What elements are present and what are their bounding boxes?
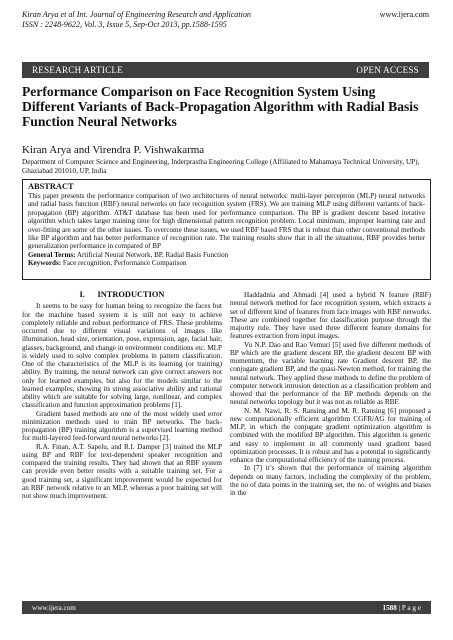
journal-site[interactable]: www.ijera.com	[379, 10, 429, 19]
page-number-value: 1588	[382, 603, 397, 612]
paragraph: N. M. Nawi, R. S. Ransing and M. R. Ransing [6] proposed a new computationally efficient algorithm CGFR/AG for training of MLP, in which the conjugate gradient optimization algorithm is combined with the modified BP algorithm. This algorithm is generic and easy to implement in all commonly used gradient based optimization processes. It is robust and has a potential to significantly enhance the computational efficiency of the training process.	[230, 406, 431, 464]
paragraph: In [7] it’s shown that the performance of training algorithm depends on many factors, including the complexity of the problem, the no of data points in the training set, the no. of weights and biases in the	[230, 464, 431, 497]
general-terms	[28, 251, 425, 259]
page-footer	[22, 601, 431, 614]
page-number-suffix: | P a g e	[396, 603, 421, 612]
paragraph: Vu N.P. Dao and Rao Vemuri [5] used five different methods of BP which are the gradient descent BP, the gradient descent BP with momentum, the variable learning rate Gradient descent BP, the conjugate gradient BP, and the quasi-Newton method, for training the neural network. They applied these methods to define the problem of computer network intrusion detection as a classification problem and showed that the performance of the BP methods depends on the neural networks topology but it was not as reliable as RBF.	[230, 340, 431, 407]
keywords	[28, 259, 425, 267]
paragraph: It seems to be easy for human being to recognize the faces but for the machine based system it is still not easy to achieve completely reliable and robust performance of FRS. These problems occurred due to different visual variations of images like illumination, head size, orientation, pose, expression, age, facial hair, glasses, background, and change in environment conditions etc. MLP is widely used to solve complex problems in pattern classification. One of the characteristics of the MLP is its learning (or training) ability. By training, the neural network can give correct answers not only for learned examples, but also for the models similar to the learned examples, showing its strong associative ability and rational ability which are suitable for solving large, nonlinear, and complex classification and function approximation problems [1].	[22, 302, 222, 410]
article-type-banner	[22, 62, 429, 78]
journal-citation: Kiran Arya et al Int. Journal of Engineering Research and Application	[22, 10, 251, 19]
general-terms-label: General Terms:	[28, 250, 76, 259]
author-affiliation: Department of Computer Science and Engineering, Inderprastha Engineering College (Affiliated to Mahamaya Technical University, UP), Ghaziabad 201010, UP, India	[22, 158, 420, 175]
page-number	[382, 604, 421, 612]
paragraph: Gradient based methods are one of the most widely used error minimization methods used to train BP networks. The back-propagation (BP) training algorithm is a supervised learning method for multi-layered feed-forward neural networks [2].	[22, 409, 222, 443]
section-heading-introduction: I. INTRODUCTION	[79, 290, 165, 299]
paragraph: R.A. Finan, A.T. Sapelu, and R.I. Damper [3] trained the MLP using BP and RBF for text-dependent speaker recognition and compared the training results. They had shown that an RBF system can provide even better results with a suitable training set. For a good training set, a significant improvement would be expected for an RBF network relative to an MLP, whereas a poor training set will not show much improvement.	[22, 442, 222, 500]
footer-site[interactable]: www.ijera.com	[32, 603, 76, 612]
research-article-label: RESEARCH ARTICLE	[32, 65, 124, 75]
open-access-label: OPEN ACCESS	[356, 65, 419, 75]
keywords-label: Keywords:	[28, 259, 62, 268]
paragraph: Haddadnia and Ahmadi [4] used a hybrid N feature (RBF) neural network method for face recognition system, which extracts a set of different kind of features from face images with RBF networks. These are combined together for classification purpose through the majority rule. They have used three different feature domains for features extraction from input images.	[230, 291, 431, 341]
running-header	[22, 10, 429, 30]
general-terms-value: Artificial Neural Network, BP, Radial Basis Function	[75, 250, 229, 259]
paper-authors: Kiran Arya and Virendra P. Vishwakarma	[22, 144, 205, 156]
abstract-text: This paper presents the performance comparison of two architectures of neural networks: multi-layer perceptron (MLP) neural networks and radial basis function (RBF) neural networks on face recognition system (FRS). We are training MLP using different variants of back-propagation (BP) algorithm. AT&T database has been used for performance comparison. The BP is gradient descent based iterative algorithm which takes larger training time for high dimensional pattern recognition problem. Local minimum, improper learning rate and over-fitting are some of the other issues. To overcome these issues, we used RBF based FRS that is robust than other conventional methods like BP algorithm and has better performance of recognition rate. The training results show that in all the situations, RBF provides better generalization performance in compared of BP	[28, 192, 425, 251]
left-column	[22, 291, 222, 500]
paper-title: Performance Comparison on Face Recognition System Using Different Variants of Back-Propagation Algorithm with Radial Basis Function Neural Networks	[22, 84, 419, 130]
keywords-value: Face recognition, Performance Comparison	[61, 259, 187, 268]
abstract-box	[22, 179, 431, 280]
issn-line: ISSN : 2248-9622, Vol. 3, Issue 5, Sep-Oct 2013, pp.1588-1595	[22, 20, 227, 29]
right-column	[230, 291, 431, 497]
abstract-heading: ABSTRACT	[28, 182, 74, 191]
